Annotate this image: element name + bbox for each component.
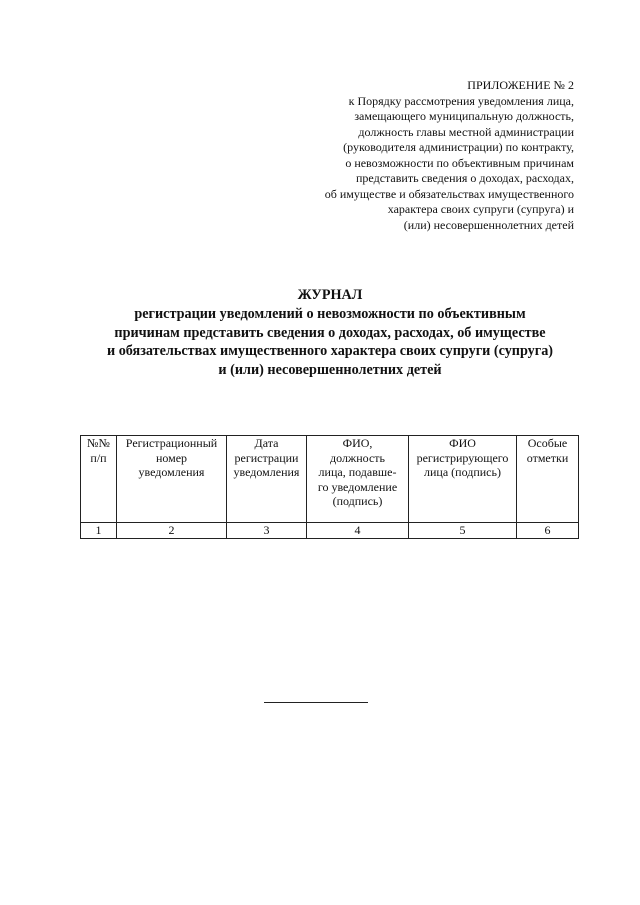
header-cell-number: №№ п/п (81, 436, 117, 523)
appendix-line: к Порядку рассмотрения уведомления лица, (348, 93, 574, 108)
appendix-title: ПРИЛОЖЕНИЕ № 2 (467, 78, 574, 92)
appendix-line: характера своих супруги (супруга) и (387, 202, 574, 216)
table-header-row (81, 436, 579, 523)
header-cell-registration-number: Регистрационный номер уведомления (117, 436, 227, 523)
header-cell-registration-date: Дата регистрации уведомления (227, 436, 307, 523)
column-number-cell: 3 (227, 523, 307, 539)
appendix-line: (руководителя администрации) по контракту, (343, 140, 574, 154)
journal-subtitle-line: регистрации уведомлений о невозможности по объективным (134, 305, 526, 322)
appendix-block (244, 78, 574, 233)
journal-subtitle-line: и (или) несовершеннолетних детей (218, 362, 442, 379)
appendix-line: об имуществе и обязательствах имущественного (324, 186, 574, 201)
table-row (81, 523, 579, 539)
journal-title-block (60, 286, 600, 380)
column-number-cell: 6 (517, 523, 579, 539)
journal-table (80, 435, 579, 539)
appendix-line: представить сведения о доходах, расходах, (356, 171, 574, 185)
column-number-cell: 2 (117, 523, 227, 539)
header-cell-submitter: ФИО, должность лица, подавше- го уведомление (подпись) (307, 436, 409, 523)
header-cell-notes: Особые отметки (517, 436, 579, 523)
journal-heading: ЖУРНАЛ (297, 287, 363, 303)
end-divider-line (264, 702, 368, 703)
appendix-line: должность главы местной администрации (358, 124, 574, 139)
appendix-line: о невозможности по объективным причинам (345, 155, 574, 170)
appendix-line: замещающего муниципальную должность, (354, 109, 574, 123)
journal-subtitle-line: и обязательствах имущественного характера своих супруги (супруга) (106, 343, 554, 360)
column-number-cell: 1 (81, 523, 117, 539)
column-number-cell: 5 (409, 523, 517, 539)
header-cell-registrar: ФИО регистрирующего лица (подпись) (409, 436, 517, 523)
appendix-line: (или) несовершеннолетних детей (403, 217, 574, 232)
journal-subtitle-line: причинам представить сведения о доходах, расходах, об имуществе (114, 324, 546, 341)
column-number-cell: 4 (307, 523, 409, 539)
